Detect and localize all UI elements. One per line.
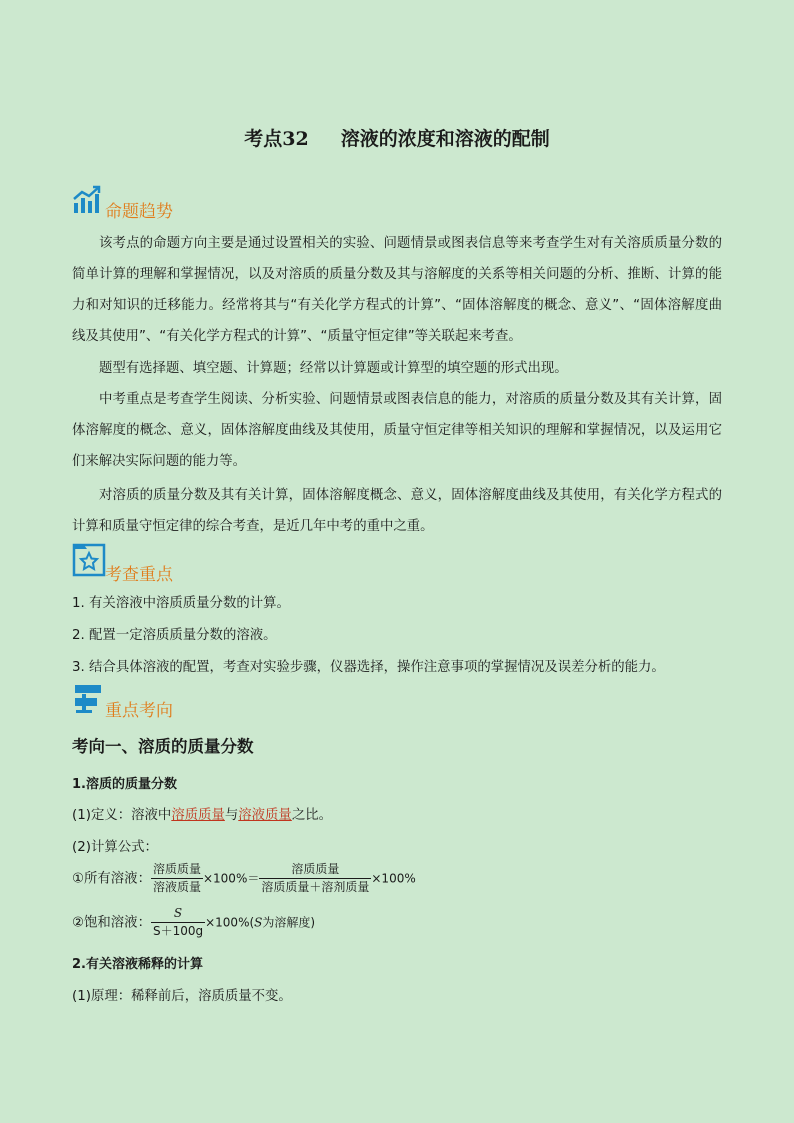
focus-item-1: 1. 有关溶液中溶质质量分数的计算。 [72,596,290,611]
section-trend-title: 命题趋势 [105,202,173,222]
formula1-numerator-b: 溶质质量 [259,861,371,879]
formula1-label: ①所有溶液： [72,871,151,887]
title-text: 溶液的浓度和溶液的配制 [340,128,550,150]
formula2-end: ×100%( [205,915,255,930]
formula1-numerator-a: 溶质质量 [151,861,203,879]
title-code: 考点32 [244,128,309,150]
trend-chart-icon [72,185,104,215]
subheading-dilution: 2.有关溶液稀释的计算 [72,957,203,972]
definition-prefix: (1)定义：溶液中 [72,808,172,823]
star-folder-icon [72,543,106,577]
page-title [0,124,794,151]
formula-all-solutions [72,861,416,896]
formula2-tail: 为溶解度) [262,915,316,930]
formula2-denominator: S＋100g [152,924,204,938]
formula2-numerator: S [151,905,205,923]
focus-item-2: 2. 配置一定溶质质量分数的溶液。 [72,628,277,643]
subheading-mass-fraction: 1.溶质的质量分数 [72,777,177,792]
formula2-s-symbol: S [254,915,263,930]
trend-paragraph-1: 该考点的命题方向主要是通过设置相关的实验、问题情景或图表信息等来考查学生对有关溶质质量分数的简单计算的理解和掌握情况，以及对溶质的质量分数及其与溶解度的关系等相关问题的分析、推断、计算的能力和对知识的迁移能力。经常将其与“有关化学方程式的计算”、“固体溶解度的概念、意义”、“固体溶解度曲线及其使用”、“有关化学方程式的计算”、“质量守恒定律”等关联起来考查。 [72,236,722,344]
formula1-denominator-a: 溶液质量 [152,880,201,894]
formula2-fraction [151,905,205,940]
trend-paragraph-4: 对溶质的质量分数及其有关计算，固体溶解度概念、意义，固体溶解度曲线及其使用，有关化学方程式的计算和质量守恒定律的综合考查，是近几年中考的重中之重。 [72,488,722,534]
definition-and: 与 [224,808,239,823]
formula1-end: ×100% [371,871,416,886]
definition-suffix: 之比。 [291,808,332,823]
formula2-label: ②饱和溶液： [72,915,151,931]
formula1-fraction-a [151,861,203,896]
definition-line [72,804,332,823]
formula1-middle: ×100%＝ [202,871,260,886]
direction-heading: 考向一、溶质的质量分数 [72,737,254,756]
trend-paragraph-3: 中考重点是考查学生阅读、分析实验、问题情景或图表信息的能力，对溶质的质量分数及其有关计算，固体溶解度的概念、意义，固体溶解度曲线及其使用，质量守恒定律等相关知识的理解和掌握情况，以及运用它们来解决实际问题的能力等。 [72,392,722,469]
trend-paragraph-2: 题型有选择题、填空题、计算题；经常以计算题或计算型的填空题的形式出现。 [99,361,568,376]
formula1-fraction-b [259,861,371,896]
signpost-icon [72,682,106,714]
formula1-denominator-b: 溶质质量＋溶剂质量 [261,880,370,894]
dilution-principle: (1)原理：稀释前后，溶质质量不变。 [72,989,292,1004]
formula-label: (2)计算公式： [72,840,158,855]
definition-solution-mass: 溶液质量 [238,808,292,823]
definition-solute-mass: 溶质质量 [171,808,225,823]
formula-saturated-solution [72,905,315,940]
section-focus-title: 考查重点 [105,565,173,585]
focus-item-3: 3. 结合具体溶液的配置，考查对实验步骤，仪器选择，操作注意事项的掌握情况及误差分析的能力。 [72,660,665,675]
section-direction-title: 重点考向 [105,701,173,721]
